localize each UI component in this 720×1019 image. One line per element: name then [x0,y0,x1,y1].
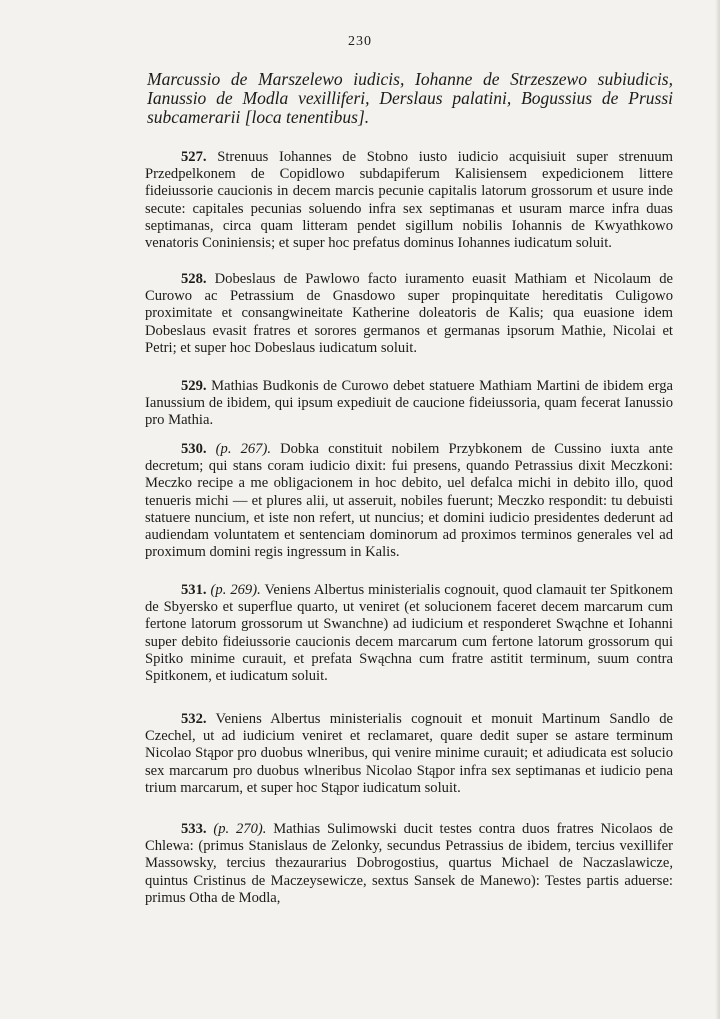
section-heading: Marcussio de Marszelewo iudicis, Iohanne de Strzeszewo subiudicis, Ianussio de Modla vexilliferi, Derslaus palatini, Bogussius de Prussi subcamerarii [loca tenentibus]. [147,69,673,127]
entry-number: 527. [181,149,207,165]
entry-paragraph [145,821,673,907]
entry-number: 532. [181,711,207,727]
page-reference: (p. 269). [210,582,261,598]
entry-text: Veniens Albertus ministerialis cognouit, quod clamauit ter Spitkonem de Sbyersko et superflue quarto, ut veniret (et solucionem faceret decem marcarum cum fertone latorum grossorum ut Swanchne) ad iudicium et responderet Swąchne et Iohanni super debito fideiussorie caucionis decem marcarum cum fertone latorum grossorum qui Spitko minime curauit, et prefata Swąchna cum fratre astitit terminum, suum contra Spitkonem, et iudicatum soluit. [145,582,673,685]
entry-529 [145,378,673,430]
entry-text: Mathias Budkonis de Curowo debet statuere Mathiam Martini de ibidem erga Ianussium de ibidem, qui ipsum expediuit de caucione fideiussoria, quam fecerat Ianussio pro Mathia. [145,378,673,429]
entry-text: Dobeslaus de Pawlowo facto iuramento euasit Mathiam et Nicolaum de Curowo ac Petrassium de Gnasdowo super propinquitate hereditatis Culigowo proximitate et consangwineitate Katherine doleatoris de Kalis; qua euasione idem Dobeslaus evasit fratres et sorores germanos et germanas ipsorum Mathie, Nicolai et Petri; et super hoc Dobeslaus iudicatum soluit. [145,271,673,356]
entry-text: Mathias Sulimowski ducit testes contra duos fratres Nicolaos de Chlewa: (primus Stanislaus de Zelonky, secundus Petrassius de ibidem, tercius vexillifer Massowsky, tercius thezaurarius Dobrogostius, quartus Michael de Naczaslawicze, quintus Cristinus de Maczeysewicze, sextus Sansek de Manewo): Testes partis aduerse: primus Otha de Modla, [145,821,673,906]
entry-528 [145,271,673,357]
entry-number: 528. [181,271,207,287]
entry-532 [145,711,673,797]
page-reference: (p. 267). [215,441,271,457]
entry-531 [145,582,673,685]
page-number: 230 [348,34,372,49]
entry-text: Strenuus Iohannes de Stobno iusto iudicio acquisiuit super strenuum Przedpelkonem de Copidlowo subdapiferum Kalisiensem expedicionem littere fideiussorie caucionis in decem marcis pecunie capitalis latorum grossorum et usure inde secute: capitales pecunias soluendo infra sex septimanas et usuram marce infra duas septimanas, circa quam litteram pendet sigillum nobilis Iohannis de Kwyathkowo venatoris Coniniensis; et super hoc prefatus dominus Iohannes iudicatum soluit. [145,149,673,252]
page-edge-shadow [715,0,720,1019]
entry-530 [145,441,673,561]
entry-number: 529. [181,378,207,394]
entry-paragraph [145,271,673,357]
page-reference: (p. 270). [213,821,267,837]
entry-number: 530. [181,441,207,457]
entry-paragraph [145,441,673,561]
entry-paragraph [145,582,673,685]
entry-number: 533. [181,821,207,837]
entry-number: 531. [181,582,207,598]
entry-527 [145,149,673,252]
entry-paragraph [145,378,673,430]
entry-533 [145,821,673,907]
entry-paragraph [145,149,673,252]
entry-text: Dobka constituit nobilem Przybkonem de Cussino iuxta ante decretum; qui stans coram iudicio dixit: fui presens, quando Petrassius dixit Meczkoni: Meczko recipe a me obligacionem in hoc debito, uel defalca michi in debito illo, quod tenueris michi — et plures alii, ut asseruit, nobiles fuerunt; Meczko respondit: tu debuisti statuere nuncium, et iste non refert, ut nuncius; et domini iudicio presidentes dederunt ad audiendam voluntatem et sentenciam dominorum ad proximos terminos generales vel ad proximum domini regis ingressum in Kalis. [145,441,673,561]
entry-paragraph [145,711,673,797]
entry-text: Veniens Albertus ministerialis cognouit et monuit Martinum Sandlo de Czechel, ut ad iudicium veniret et reclamaret, quare dedit super se astare terminum Nicolao Stąpor pro duobus wlneribus, qui venire minime curauit; et adiudicata est solucio sex marcarum pro duobus wlneribus Nicolao Stąpor infra sex septimanas et iudicio pena trium marcarum, et super hoc Stąpor iudicatum soluit. [145,711,673,796]
